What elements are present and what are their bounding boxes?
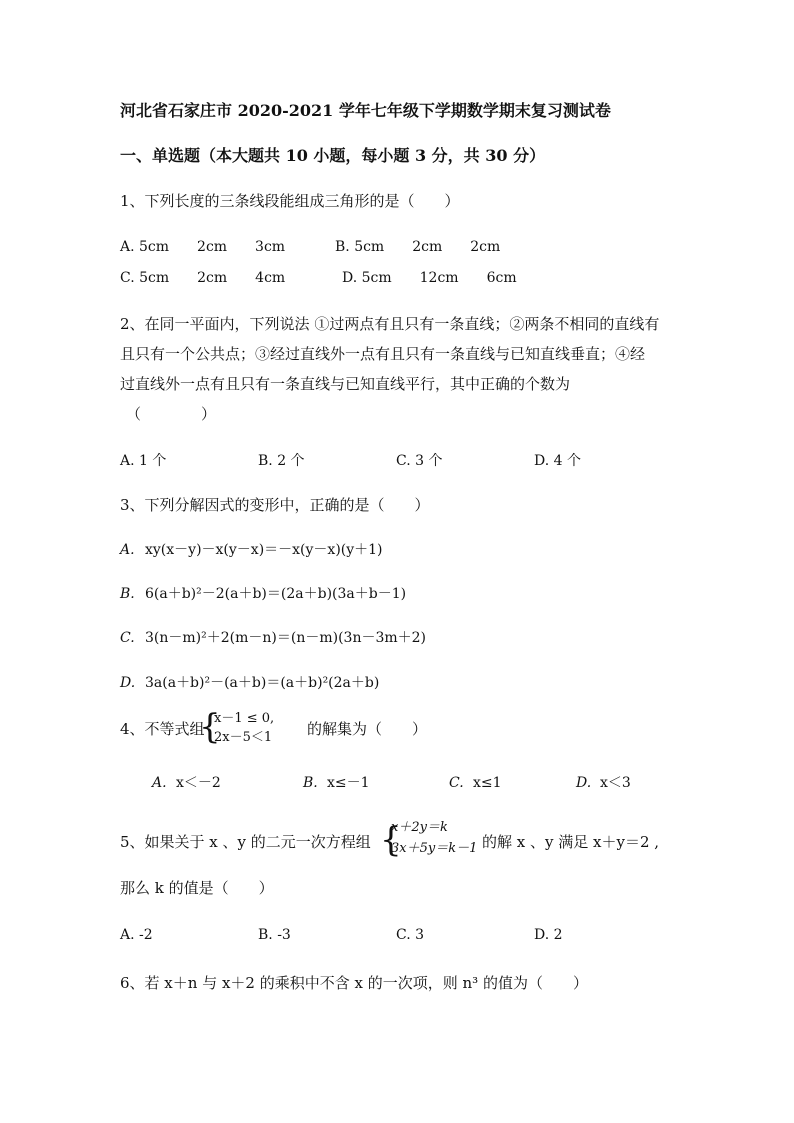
question-4-prefix: 4、不等式组 bbox=[120, 720, 205, 738]
question-1-option-b: B. 5cm 2cm 2cm bbox=[335, 239, 501, 255]
question-5-suffix: 的解 x 、y 满足 x＋y＝2 , bbox=[482, 833, 660, 851]
question-2-option-b: B. 2 个 bbox=[258, 453, 305, 469]
left-brace-icon: { bbox=[380, 820, 402, 860]
question-3-option-c-label: C. bbox=[120, 630, 135, 646]
question-1-option-d: D. 5cm 12cm 6cm bbox=[342, 270, 517, 286]
question-3-option-a-label: A. bbox=[120, 542, 135, 558]
question-5-system-line-2: 3x＋5y＝k－1 bbox=[391, 841, 478, 856]
question-4-option-d: x＜3 bbox=[600, 775, 631, 791]
question-4-option-b: x≤－1 bbox=[327, 775, 370, 791]
question-5-option-b: B. -3 bbox=[258, 927, 291, 943]
section-heading: 一、单选题（本大题共 10 小题，每小题 3 分，共 30 分） bbox=[120, 146, 546, 165]
question-4-option-d-label: D. bbox=[576, 775, 592, 791]
question-5-system-line-1: x＋2y＝k bbox=[391, 820, 448, 835]
question-5-option-c: C. 3 bbox=[396, 927, 425, 943]
question-5-prefix: 5、如果关于 x 、y 的二元一次方程组 bbox=[120, 833, 371, 851]
question-3-stem: 3、下列分解因式的变形中，正确的是（ ） bbox=[120, 496, 430, 514]
question-4-system-line-1: x－1 ≤ 0, bbox=[214, 711, 275, 726]
question-2-line-3: 过直线外一点有且只有一条直线与已知直线平行，其中正确的个数为 bbox=[120, 375, 571, 393]
question-2-option-c: C. 3 个 bbox=[396, 453, 443, 469]
question-3-option-a: xy(x－y)－x(y－x)＝－x(y－x)(y＋1) bbox=[145, 542, 383, 558]
left-brace-icon: { bbox=[199, 707, 221, 747]
question-2-line-2: 且只有一个公共点；③经过直线外一点有且只有一条直线与已知直线垂直；④经 bbox=[120, 345, 646, 363]
question-3-option-c: 3(n－m)²＋2(m－n)＝(n－m)(3n－3m＋2) bbox=[145, 630, 427, 646]
exam-title: 河北省石家庄市 2020-2021 学年七年级下学期数学期末复习测试卷 bbox=[120, 101, 611, 120]
question-3-option-b-label: B. bbox=[120, 586, 135, 602]
question-3-option-d: 3a(a＋b)²－(a＋b)＝(a＋b)²(2a＋b) bbox=[145, 675, 380, 691]
question-4-suffix: 的解集为（ ） bbox=[307, 720, 428, 738]
question-2-line-1: 2、在同一平面内，下列说法 ①过两点有且只有一条直线；②两条不相同的直线有 bbox=[120, 315, 660, 333]
question-5-option-d: D. 2 bbox=[534, 927, 563, 943]
question-4-option-b-label: B. bbox=[303, 775, 318, 791]
question-5-option-a: A. -2 bbox=[120, 927, 153, 943]
question-2-line-4: （ ） bbox=[126, 405, 217, 423]
question-4-option-c-label: C. bbox=[449, 775, 464, 791]
question-1-option-c: C. 5cm 2cm 4cm bbox=[120, 270, 286, 286]
question-1-option-a: A. 5cm 2cm 3cm bbox=[120, 239, 286, 255]
question-4-option-a-label: A. bbox=[152, 775, 167, 791]
question-4-option-a: x＜－2 bbox=[176, 775, 221, 791]
question-2-option-d: D. 4 个 bbox=[534, 453, 581, 469]
question-3-option-b: 6(a＋b)²－2(a＋b)＝(2a＋b)(3a＋b－1) bbox=[145, 586, 407, 602]
question-3-option-d-label: D. bbox=[120, 675, 136, 691]
question-1-stem: 1、下列长度的三条线段能组成三角形的是（ ） bbox=[120, 192, 460, 210]
question-6-stem: 6、若 x＋n 与 x＋2 的乘积中不含 x 的一次项，则 n³ 的值为（ ） bbox=[120, 974, 588, 992]
question-2-option-a: A. 1 个 bbox=[120, 453, 167, 469]
question-4-system-line-2: 2x－5＜1 bbox=[214, 730, 273, 745]
question-5-line-2: 那么 k 的值是（ ） bbox=[120, 879, 274, 897]
question-4-option-c: x≤1 bbox=[473, 775, 502, 791]
